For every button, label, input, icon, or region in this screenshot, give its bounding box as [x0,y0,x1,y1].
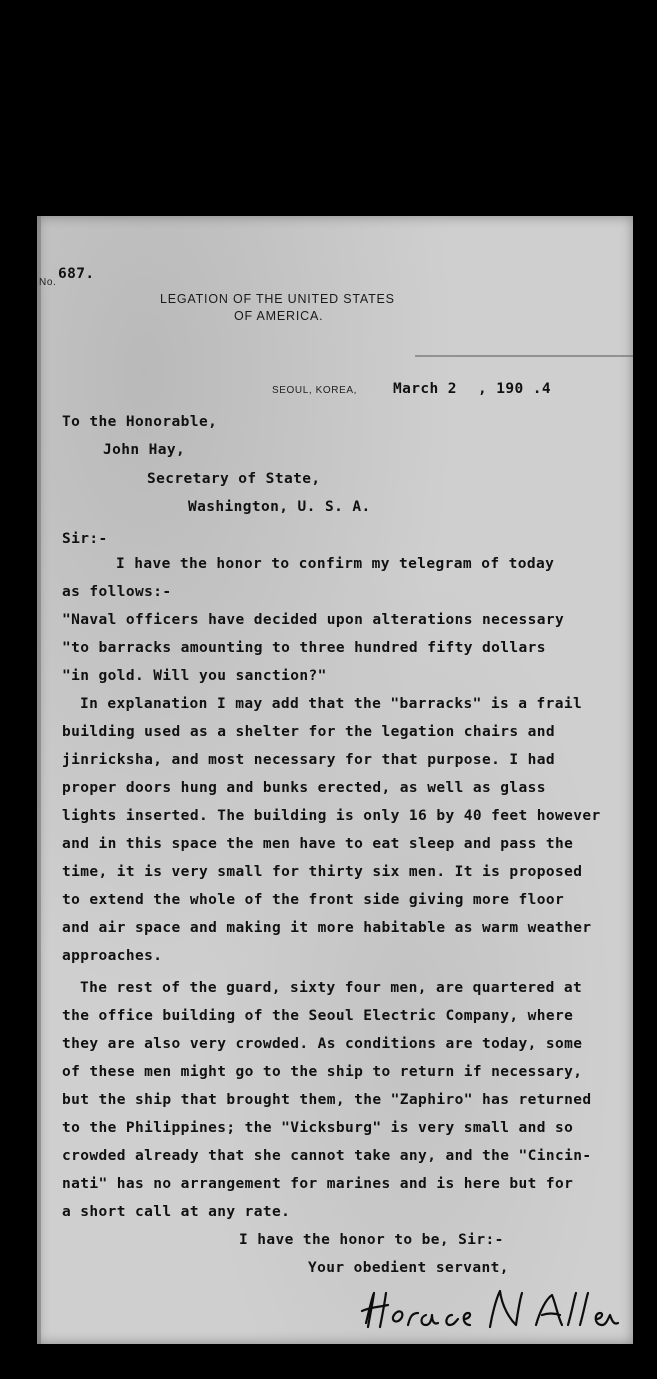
salutation: Sir:- [62,531,108,547]
body-line: The rest of the guard, sixty four men, are quartered at [80,980,583,996]
body-line: I have the honor to confirm my telegram of today [116,556,555,572]
body-line: jinricksha, and most necessary for that purpose. I had [62,752,556,768]
body-line: approaches. [62,948,163,964]
body-line: lights inserted. The building is only 16 by 40 feet however [62,808,601,824]
page-edge [37,216,41,1344]
ruled-line [415,355,633,357]
closing-line-2: Your obedient servant, [308,1260,509,1276]
body-line: as follows:- [62,584,172,600]
place: SEOUL, KOREA, [272,385,358,396]
document-number: 687. [58,266,95,282]
handwritten-signature [360,1285,620,1335]
body-line: "Naval officers have decided upon alterations necessary [62,612,565,628]
address-line-2: John Hay, [103,442,186,458]
body-line: they are also very crowded. As conditions are today, some [62,1036,583,1052]
address-line-1: To the Honorable, [62,414,218,430]
address-line-4: Washington, U. S. A. [188,499,371,515]
body-line: the office building of the Seoul Electric Company, where [62,1008,574,1024]
body-line: to the Philippines; the "Vicksburg" is very small and so [62,1120,574,1136]
date-year: , 190 .4 [478,381,552,397]
body-line: of these men might go to the ship to return if necessary, [62,1064,583,1080]
body-line: In explanation I may add that the "barracks" is a frail [80,696,583,712]
address-line-3: Secretary of State, [147,471,321,487]
body-line: "in gold. Will you sanction?" [62,668,327,684]
body-line: crowded already that she cannot take any, and the "Cincin- [62,1148,592,1164]
body-line: "to barracks amounting to three hundred fifty dollars [62,640,546,656]
closing-line-1: I have the honor to be, Sir:- [239,1232,504,1248]
body-line: and in this space the men have to eat sleep and pass the [62,836,574,852]
body-line: proper doors hung and bunks erected, as well as glass [62,780,546,796]
date-month-day: March 2 [393,381,457,397]
body-line: building used as a shelter for the legation chairs and [62,724,556,740]
letterhead-line-1: LEGATION OF THE UNITED STATES [160,292,395,306]
body-line: but the ship that brought them, the "Zaphiro" has returned [62,1092,592,1108]
body-line: to extend the whole of the front side giving more floor [62,892,565,908]
body-line: a short call at any rate. [62,1204,291,1220]
body-line: nati" has no arrangement for marines and is here but for [62,1176,574,1192]
body-line: time, it is very small for thirty six men. It is proposed [62,864,583,880]
document-number-prefix: No. [39,277,57,288]
body-line: and air space and making it more habitable as warm weather [62,920,592,936]
letterhead-line-2: OF AMERICA. [234,309,324,323]
